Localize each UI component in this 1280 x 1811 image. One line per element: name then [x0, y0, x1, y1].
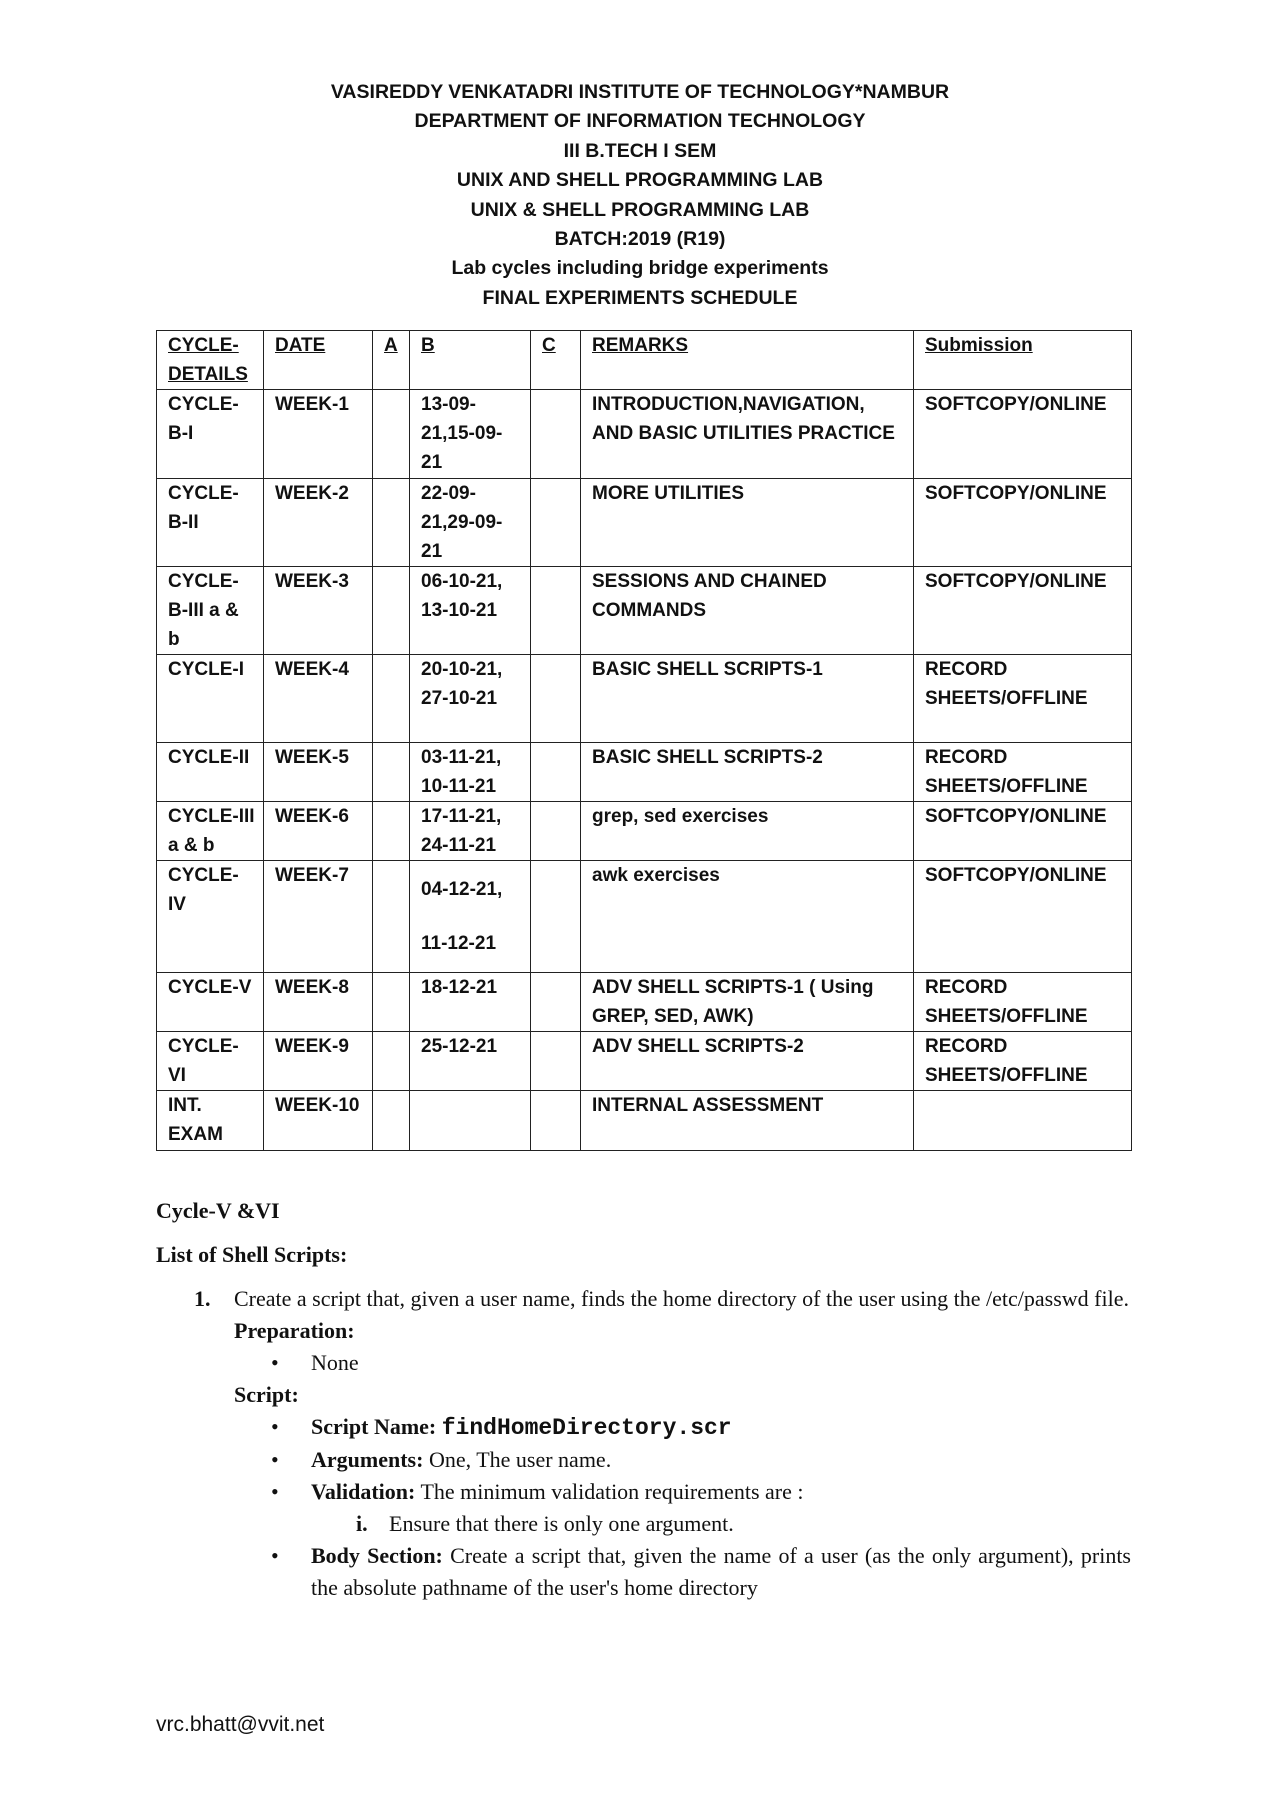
table-cell	[531, 973, 581, 1032]
table-cell: CYCLE-V	[157, 973, 264, 1032]
table-row	[157, 390, 1132, 479]
table-cell	[531, 655, 581, 743]
table-cell: CYCLE-II	[157, 743, 264, 802]
preparation-block	[156, 1315, 1131, 1347]
column-header: REMARKS	[581, 331, 914, 390]
bullet-icon: •	[271, 1350, 279, 1375]
table-row	[157, 1091, 1132, 1151]
arguments-label: Arguments:	[311, 1447, 424, 1472]
table-cell: CYCLE-VI	[157, 1032, 264, 1091]
table-cell	[531, 743, 581, 802]
column-header: B	[410, 331, 531, 390]
table-cell	[373, 973, 410, 1032]
table-cell	[531, 802, 581, 861]
table-cell: 17-11-21, 24-11-21	[410, 802, 531, 861]
table-cell: 06-10-21, 13-10-21	[410, 567, 531, 655]
table-cell: INTERNAL ASSESSMENT	[581, 1091, 914, 1151]
table-cell: WEEK-9	[264, 1032, 373, 1091]
table-cell: 22-09-21,29-09-21	[410, 479, 531, 567]
preparation-label: Preparation:	[234, 1318, 355, 1343]
list-item	[156, 1283, 1131, 1315]
table-cell: WEEK-8	[264, 973, 373, 1032]
table-cell: 03-11-21, 10-11-21	[410, 743, 531, 802]
table-cell: CYCLE-B-III a & b	[157, 567, 264, 655]
table-cell: RECORD SHEETS/OFFLINE	[914, 1032, 1132, 1091]
column-header: DATE	[264, 331, 373, 390]
table-cell: CYCLE-B-I	[157, 390, 264, 479]
table-cell	[373, 655, 410, 743]
preparation-value: None	[311, 1350, 359, 1375]
table-cell	[373, 743, 410, 802]
bullet-item	[156, 1411, 1131, 1444]
table-row	[157, 973, 1132, 1032]
table-cell	[531, 1091, 581, 1151]
table-cell: RECORD SHEETS/OFFLINE	[914, 655, 1132, 743]
table-cell	[373, 390, 410, 479]
arguments-value: One, The user name.	[428, 1447, 612, 1472]
column-header: C	[531, 331, 581, 390]
table-header-row	[157, 331, 1132, 390]
document-body	[156, 1195, 1131, 1604]
bullet-item	[156, 1347, 1131, 1379]
sub-item-number: i.	[356, 1511, 368, 1536]
bullet-item	[156, 1476, 1131, 1508]
header-line: BATCH:2019 (R19)	[554, 228, 726, 251]
table-cell: grep, sed exercises	[581, 802, 914, 861]
column-header: Submission	[914, 331, 1132, 390]
table-cell	[373, 861, 410, 973]
body-section-value: Create a script that, given the name of a user (as the only argument), prints the absolute pathname of the user's home directory	[311, 1543, 1131, 1600]
bullet-icon: •	[271, 1414, 279, 1439]
header-line: III B.TECH I SEM	[563, 139, 717, 162]
table-cell: INT. EXAM	[157, 1091, 264, 1151]
schedule-table	[156, 330, 1132, 1151]
bullet-item	[156, 1444, 1131, 1476]
table-cell: WEEK-10	[264, 1091, 373, 1151]
column-header: A	[373, 331, 410, 390]
item-text: Create a script that, given a user name, finds the home directory of the user using the /etc/passwd file.	[234, 1286, 1129, 1311]
table-cell: SOFTCOPY/ONLINE	[914, 802, 1132, 861]
table-cell	[410, 1091, 531, 1151]
table-cell	[531, 390, 581, 479]
table-cell: SOFTCOPY/ONLINE	[914, 567, 1132, 655]
bullet-icon: •	[271, 1479, 279, 1504]
table-cell: RECORD SHEETS/OFFLINE	[914, 743, 1132, 802]
table-row	[157, 655, 1132, 743]
table-cell	[373, 1032, 410, 1091]
table-cell: CYCLE-III a & b	[157, 802, 264, 861]
table-cell	[531, 479, 581, 567]
header-line: UNIX AND SHELL PROGRAMMING LAB	[456, 169, 824, 192]
table-row	[157, 567, 1132, 655]
table-cell	[531, 567, 581, 655]
bullet-icon: •	[271, 1543, 279, 1568]
table-cell	[373, 479, 410, 567]
table-cell: WEEK-3	[264, 567, 373, 655]
header-line: FINAL EXPERIMENTS SCHEDULE	[482, 286, 798, 309]
table-cell: INTRODUCTION,NAVIGATION, AND BASIC UTILITIES PRACTICE	[581, 390, 914, 479]
script-block	[156, 1379, 1131, 1411]
table-cell: MORE UTILITIES	[581, 479, 914, 567]
date-line: 04-12-21,	[421, 879, 503, 900]
table-cell: CYCLE-B-II	[157, 479, 264, 567]
bullet-icon: •	[271, 1447, 279, 1472]
body-section-label: Body Section:	[311, 1543, 443, 1568]
header-line: UNIX & SHELL PROGRAMMING LAB	[470, 198, 810, 221]
cycle-heading: Cycle-V &VI	[156, 1198, 280, 1223]
script-name-label: Script Name:	[311, 1414, 437, 1439]
sub-item-text: Ensure that there is only one argument.	[389, 1511, 734, 1536]
table-cell: 20-10-21, 27-10-21	[410, 655, 531, 743]
table-cell: WEEK-1	[264, 390, 373, 479]
date-line: 11-12-21	[421, 933, 497, 954]
table-row	[157, 479, 1132, 567]
table-cell: SESSIONS AND CHAINED COMMANDS	[581, 567, 914, 655]
table-cell	[914, 1091, 1132, 1151]
table-cell: WEEK-2	[264, 479, 373, 567]
table-cell	[531, 1032, 581, 1091]
table-cell: SOFTCOPY/ONLINE	[914, 390, 1132, 479]
table-cell	[373, 1091, 410, 1151]
validation-label: Validation:	[311, 1479, 416, 1504]
item-number: 1.	[194, 1286, 211, 1311]
table-cell: awk exercises	[581, 861, 914, 973]
table-cell: WEEK-6	[264, 802, 373, 861]
validation-value: The minimum validation requirements are :	[420, 1479, 804, 1504]
document-header	[155, 78, 1125, 313]
table-cell: BASIC SHELL SCRIPTS-1	[581, 655, 914, 743]
table-cell	[531, 861, 581, 973]
table-cell: WEEK-4	[264, 655, 373, 743]
bullet-item	[156, 1540, 1131, 1604]
table-cell: 13-09-21,15-09-21	[410, 390, 531, 479]
table-cell	[373, 802, 410, 861]
header-line: DEPARTMENT OF INFORMATION TECHNOLOGY	[414, 110, 866, 133]
table-cell: WEEK-5	[264, 743, 373, 802]
table-cell	[410, 861, 531, 973]
table-cell: 18-12-21	[410, 973, 531, 1032]
table-cell: CYCLE-IV	[157, 861, 264, 973]
table-row	[157, 861, 1132, 973]
table-cell	[373, 567, 410, 655]
header-line: Lab cycles including bridge experiments	[451, 257, 829, 280]
sub-list-item	[156, 1508, 1131, 1540]
script-label: Script:	[234, 1382, 299, 1407]
list-heading: List of Shell Scripts:	[156, 1242, 348, 1267]
table-cell: SOFTCOPY/ONLINE	[914, 861, 1132, 973]
table-row	[157, 1032, 1132, 1091]
table-cell: ADV SHELL SCRIPTS-1 ( Using GREP, SED, AWK)	[581, 973, 914, 1032]
table-cell: CYCLE-I	[157, 655, 264, 743]
table-cell: BASIC SHELL SCRIPTS-2	[581, 743, 914, 802]
table-row	[157, 802, 1132, 861]
table-cell: 25-12-21	[410, 1032, 531, 1091]
header-line: VASIREDDY VENKATADRI INSTITUTE OF TECHNOLOGY*NAMBUR	[330, 81, 950, 103]
table-cell: WEEK-7	[264, 861, 373, 973]
table-cell: RECORD SHEETS/OFFLINE	[914, 973, 1132, 1032]
table-cell: SOFTCOPY/ONLINE	[914, 479, 1132, 567]
table-row	[157, 743, 1132, 802]
table-cell: ADV SHELL SCRIPTS-2	[581, 1032, 914, 1091]
column-header: CYCLE-DETAILS	[157, 331, 264, 390]
script-name-value: findHomeDirectory.scr	[441, 1415, 732, 1441]
footer-email: vrc.bhatt@vvit.net	[156, 1713, 325, 1736]
